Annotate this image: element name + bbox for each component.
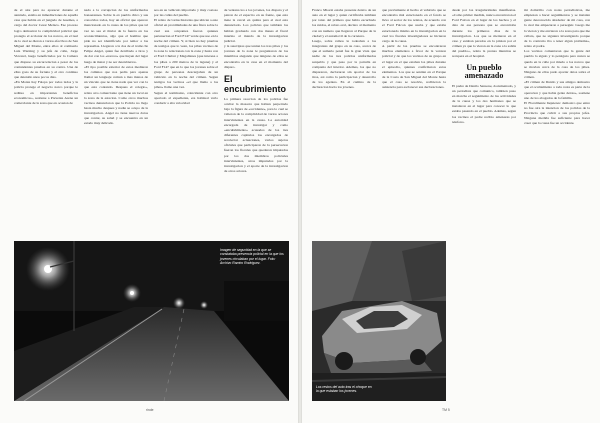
right-column-3 [452,8,516,408]
paragraph: sea en su vehiculo importado y muy costoso por las calles del pueblo. [154,8,218,18]
paragraph: de el aire para no aparecer durante el atentado, estaba en inmediaciones de aquella casa que habita en el juzgado de Guemes, a cargo del doctor Cesar Melazo. Ese proceso logro demostrar la complicidad policial que protegio el accionar de los narcos, en el tual de lo cual se dieron a varios efectivos de San Miguel del Monte, entre ellos al comisario Luis Warning y su jefe de calle, Jorge Vizcarel, luego beneficiados por la Camara que dispuso su excarcelacion a pesar de los contundentes pruebas en su contra. Una de ellas gozo de su fortuna y el otro continuo que detenido unos pocos dias. [14,8,78,80]
right-photo-wrecked-car [312,241,446,401]
right-photo-caption: Los restos del auto tras el choque en la que estaban los jovenes. [316,385,372,394]
paragraph: El relato de varias historias que ubican a este oficial en proximidades de una finca sobre la cual sus ocupantes fueron quienes pertenecian al Ford F147 verde que uso en la noche del crimen. Y, si bien no hay pruebas de testigos que lo vean, los pibes vecinos de la zona lo relacionan con la zona y hasta con el Ford Chubut y Magallanes (que interesa a los pibes a 200 metros de la laguna) y el Ford F147 que en lo que los jovenes sobre el grupo de personas descargaban de un vehiculo en la noche del crimen. Segun testigos los vecinos «el que llamo a los pibes» llamo una vez. [154,18,218,90]
paragraph: nada a la corrupcion de los uniformados bonaerenses. Sobre la ex pueblo chico y sus conocidos todos, hay un oficial que aparece mencionado en la causa de los pibes que tal vez no sea el titular de la fuerza en los acontecimientos, algo que el hombre que pide no ser identificado por temor a las represalias. Llegaron a la dos de el tramo lle Felipe Angel, quien fue derribado a tiros y de dar con los «narcos» que huyen del lugar luego de matar y no ser descubiertos. [84,8,148,64]
left-column-1 [14,8,78,240]
left-photo-caption: Imagen de seguridad en la que se constataba presencia policial en la que los jovenes circulaban por el lugar. Foto: Archivo Ramiro Rodriguez. [220,248,284,266]
left-page [0,0,298,423]
right-column-4 [524,8,590,408]
paragraph: «El tipo posible exterior de estos mediaron los caminos que nos pedia para apenas llamar un lenguaje comun a mas manos de un vinculo que no tiene nada que ver con la que esta contando. Despues el colegio», relata otro comerciante que tiene un local en la zona de la estacion. Como otros muchos vecinos denunciaron que la Policia no llego hasta mucho despues y nadie se ocupo de la investigacion. Angel no tiene nuevos datos que contar, su salud y se encuentra en un estado muy delicado. [84,64,148,126]
right-folio: TM 5 [442,408,450,412]
section-heading-pueblo-amenazado: Un pueblo amenazado [464,62,504,81]
left-folio: rinde [146,408,154,412]
paragraph: que previamente al hecho el vehiculo que se encontraba mal estacionado en el fondo se llevo al sector de los relatos, de acuerdo con el Ford Falcon que usaba y que estaba estacionado mismo en la investigacion en la cual los fiscales investigadores se hicieron cargo de la causa. [382,8,446,43]
paragraph: El padre de Danilo Sansone, documentado, y un periodista que comunico, tambien puso en marcha el seguimiento de las actividades de la causa y los dos hermanos que se instalaron en el lugar para conocer lo que estaba pasando en el pueblo. Ademas, segun los vecinos el padre recibio amenazas por telefono. [452,83,516,124]
paragraph: y la suscriptas que tenian los tres pibes y los jovenes de la zona le preguntaron de los miembros alegando que ninguno de ellos se encontraba en la casa en el momento del disparo. [224,44,288,69]
right-column-2 [382,8,446,240]
paragraph: de ventana los a los jovenes, los dispara y el patron de el espectro en su frente, que esta tiene la carcel en quinta para el cual esta denunciado. Los policias que tambien los habian graduado con dos meses el fiscal interino al mando de la investigacion judicial. [224,8,288,43]
left-column-3 [154,8,218,240]
left-column-2 [84,8,148,240]
paragraph: «El crimen de Danilo y sus amigos demostro que el ocultamiento a toda costa es parte de la operacion y que habia gente detras», sostiene uno de los abogados de la familia. [524,80,590,100]
left-photo-night-street [14,241,289,401]
paragraph: Los vecinos comentaron que la gente del pueblo lo siguio y lo persiguio pero nunca se quedo en la calle por miedo a los narcos que se movian cerca de la casa de los pibes. Ninguno de ellos pudo aportar datos sobre el crimen. [524,49,590,80]
right-column-1 [312,8,376,240]
right-page [302,0,600,423]
paragraph: La primera reaccion de los policias fue ocultar la masacre que habian perpetrado bajo la figura de «accidente», para lo cual se valieron de la complicidad de varios actores intervinientes en la causa. La autoridad encargada de investigar y como «encubrimiento» acusados de los tres diferentes capitulos los encargados de recolectar actuaciones, varios sujetos oficiales que participaron de la persecucion fueron los fiscales que quedaron imputados por los dos miembros policiales intervinientes, otros imputados por la investigacion y el aporte de la investigacion de otros actores. [224,96,288,174]
paragraph: El Fiscalmente Inquieres: demostro que entre no fue otra la intencion de los policias de la Provincia que cubrir a sus propios jefes. Ninguna medida fue suficiente para hacer creer que la causa fue un accidente. [524,100,590,126]
left-column-4 [224,8,288,240]
paragraph: mi domicilio con notas periodisticas, me empiezan a hacer seguimientos y se instalan gente desconocida alrededor de mi casa, con la cual me empezaron a perseguir. Luego me la vieron y me enviaron a la zona para que me callara, que no siguiera investigando porque de lo contrario iba a tener algun problema», relato el padre. [524,8,590,49]
section-heading-encubrimiento: El encubrimiento [224,73,287,94]
paragraph: «En Monte hay Falopa por todos lados y la policia protege el negocio narco porque le reditua en importantes beneficios economicos», sostiene a Prevente Arena un comerciante de la zona que en ocasion de [14,80,78,105]
paragraph: Segun el testimonio, coincidente con otro aportado al expediente, era habitual verlo conducir a alta velocidad [154,90,218,105]
wrecked-car-image [312,241,446,401]
paragraph: Luego, sobre ramos le rodeaban a los integrantes del grupo en su caso, acerca de que el sumario penal fue la gran vista que nadie de los tres policias uniformados sanpablo y que paso por la patrulla en compania del interior. Ademas, los que no dispararon, declararon sin aportar de los tiros, asi como la participacion y desarrollo de los agentes. En el camino de la declaracion hacia los jovenes. [312,38,376,90]
paragraph: desde por las irregularidades manifiestas. «Como primer medida, nunca encontraron el Ford Falcon en el lugar de los hechos y el dato de esa persona que se encontraba durante los primeros dias de la investigacion. Los que se metieron en el caso y estaban parados en la prision por el crimen ya que lo vieron en la zona a la salida del pueblo», relata la prensa mientras se recupera en el hospital. [452,8,516,59]
paragraph: A partir de las pruebas se encontraron muchos elementos a favor de la version policial y de que los vecinos de su grupo en el lugar en el que estaban los pibes durante el episodio, quienes confirmaron estos elementos. Los que se sentian en el Parque de la Costa de San Miguel del Monte hasta que el caso se resolvio, recibieron la asistencia para esclarecer sus declaraciones. [382,44,446,90]
paragraph: Franco Miozzi estaba presente dentro de un auto en el lugar y quien certificaba tambien por tanto del primero que habia escuchado los ruidos, el relato oral, declaro al momento con un numero que llegaron al Parque de la ciudad y el automovil de la carretera. [312,8,376,38]
